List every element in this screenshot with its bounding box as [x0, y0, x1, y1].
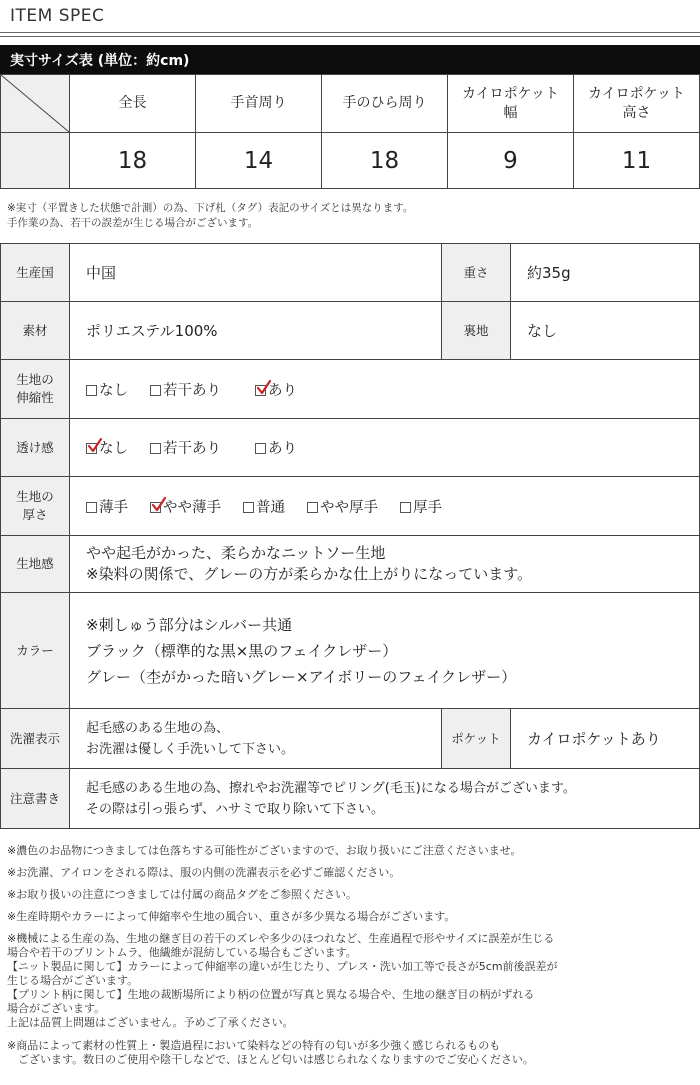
checkbox-checked [150, 502, 161, 513]
size-note: ※実寸（平置きした状態で計測）の為、下げ札（タグ）表記のサイズとは異なります。 [7, 202, 414, 214]
sheer-options [70, 419, 700, 477]
caution-line: 起毛感のある生地の為、擦れやお洗濯等でピリング(毛玉)になる場合がございます。 [86, 780, 576, 796]
color-label: カラー [1, 593, 70, 709]
checkbox [150, 385, 161, 396]
option-stretch-yes: あり [255, 379, 297, 400]
caution-label: 注意書き [1, 769, 70, 829]
color-gray: グレー（杢がかった暗いグレー×アイボリーのフェイクレザー） [86, 667, 517, 686]
feel-label: 生地感 [1, 536, 70, 593]
footer-notes [7, 844, 697, 1067]
color-black: ブラック（標準的な黒×黒のフェイクレザー） [86, 641, 398, 660]
feel-note: ※染料の関係で、グレーの方が柔らかな仕上がりになっています。 [86, 565, 533, 583]
footer-note: ※商品によって素材の性質上・製造過程において染料などの特有の匂いが多少強く感じられるものも ございます。数日のご使用や陰干しなどで、ほとんど匂いは感じられなくなりますのでご安心ください。 [7, 1039, 534, 1066]
size-header: 全長 [70, 75, 196, 133]
header-rule [0, 36, 700, 37]
checkbox [307, 502, 318, 513]
size-table [0, 74, 700, 189]
size-table-corner [1, 75, 70, 133]
header-rule [0, 32, 700, 33]
size-value: 18 [70, 133, 196, 189]
wash-line: 起毛感のある生地の為、 [86, 720, 230, 736]
spec-table [0, 243, 700, 829]
size-header: 手のひら周り [322, 75, 448, 133]
checkbox-checked [86, 443, 97, 454]
material-label: 素材 [1, 302, 70, 360]
option-sheer-none: なし [86, 437, 128, 458]
checkbox-checked [255, 385, 266, 396]
wash-line: お洗濯は優しく手洗いして下さい。 [86, 741, 295, 757]
option-thickness-slightly-thin: やや薄手 [150, 496, 221, 517]
checkmark-icon [257, 380, 271, 394]
color-note: ※刺しゅう部分はシルバー共通 [86, 615, 293, 634]
checkbox [86, 385, 97, 396]
size-header: 手首周り [196, 75, 322, 133]
feel-line: やや起毛がかった、柔らかなニットソー生地 [86, 544, 386, 562]
footer-note: ※機械による生産の為、生地の継ぎ目の若干のズレや多少のほつれなど、生産過程で形やサイズに誤差が生じる 場合や若干のプリントムラ、他繊維が混紡している場合もございます。 【ニット製品に関して】カラーによって伸縮率の違いが生じたり、プレス・洗い加工等で長さが5cm前後誤差が 生じる場合がございます。 【プリント柄に関して】生地の裁断場所により柄の位置が写真と異なる場合や、生地の継ぎ目の柄がずれる 場合がございます。 上記は品質上問題はございません。予めご了承ください。 [7, 932, 558, 1029]
size-table-caption: 実寸サイズ表 (単位：約cm) [10, 53, 190, 69]
footer-note: ※お洗濯、アイロンをされる際は、服の内側の洗濯表示を必ずご確認ください。 [7, 866, 401, 879]
weight-value: 約35g [511, 244, 700, 302]
weight-label: 重さ [442, 244, 511, 302]
checkbox [400, 502, 411, 513]
wash-label: 洗濯表示 [1, 709, 70, 769]
color-value [70, 593, 700, 709]
size-header: カイロポケット 高さ [574, 75, 700, 133]
pocket-label: ポケット [442, 709, 511, 769]
section-title: ITEM SPEC [10, 6, 105, 26]
caution-value [70, 769, 700, 829]
feel-value [70, 536, 700, 593]
footer-note: ※濃色のお品物につきましては色落ちする可能性がございますので、お取り扱いにご注意くださいませ。 [7, 844, 522, 857]
size-value: 14 [196, 133, 322, 189]
caution-line: その際は引っ張らず、ハサミで取り除いて下さい。 [86, 801, 384, 817]
option-sheer-yes: あり [255, 437, 297, 458]
footer-note: ※お取り扱いの注意につきましては付属の商品タグをご参照ください。 [7, 888, 357, 901]
thickness-options [70, 477, 700, 536]
checkbox [255, 443, 266, 454]
size-row-label [1, 133, 70, 189]
material-value: ポリエステル100% [70, 302, 442, 360]
origin-value: 中国 [70, 244, 442, 302]
checkbox [86, 502, 97, 513]
size-value: 9 [448, 133, 574, 189]
stretch-options [70, 360, 700, 419]
thickness-label: 生地の 厚さ [1, 477, 70, 536]
option-thickness-normal: 普通 [243, 496, 285, 517]
pocket-value: カイロポケットあり [511, 709, 700, 769]
checkbox [243, 502, 254, 513]
wash-value [70, 709, 442, 769]
checkbox [150, 443, 161, 454]
option-sheer-slight: 若干あり [150, 437, 221, 458]
option-thickness-slightly-thick: やや厚手 [307, 496, 378, 517]
stretch-label: 生地の 伸縮性 [1, 360, 70, 419]
option-stretch-slight: 若干あり [150, 379, 221, 400]
option-stretch-none: なし [86, 379, 128, 400]
option-thickness-thick: 厚手 [400, 496, 442, 517]
option-thickness-thin: 薄手 [86, 496, 128, 517]
footer-note: ※生産時期やカラーによって伸縮率や生地の風合い、重さが多少異なる場合がございます。 [7, 910, 456, 923]
size-value: 18 [322, 133, 448, 189]
checkmark-icon [152, 497, 166, 511]
origin-label: 生産国 [1, 244, 70, 302]
size-table-caption-bar [0, 45, 700, 74]
lining-value: なし [511, 302, 700, 360]
size-value: 11 [574, 133, 700, 189]
sheer-label: 透け感 [1, 419, 70, 477]
spec-header [0, 0, 700, 38]
diagonal-line [1, 75, 69, 132]
lining-label: 裏地 [442, 302, 511, 360]
size-header: カイロポケット 幅 [448, 75, 574, 133]
checkmark-icon [88, 438, 102, 452]
size-note: 手作業の為、若干の誤差が生じる場合がございます。 [7, 217, 259, 229]
